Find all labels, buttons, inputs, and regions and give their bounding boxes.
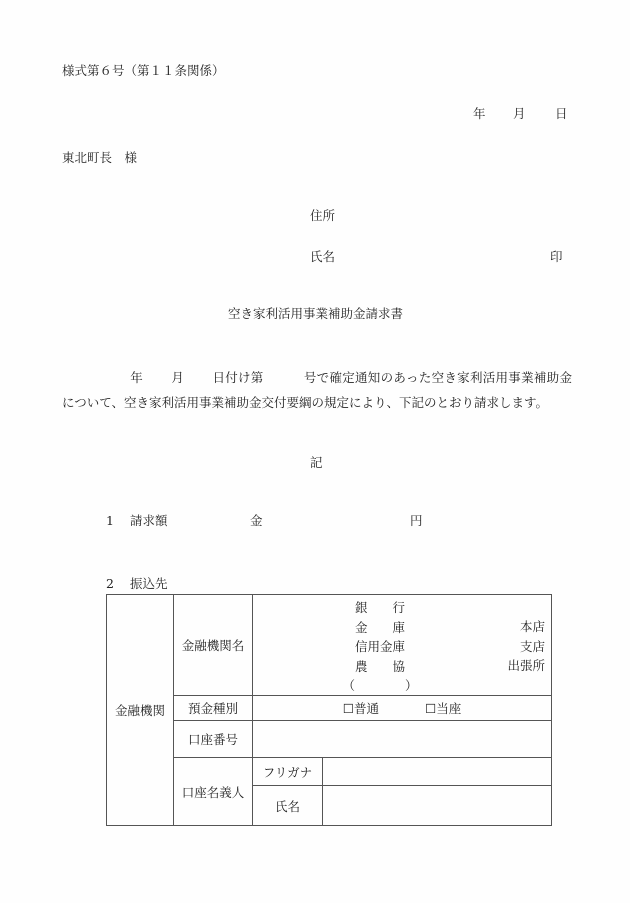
branch-honten: 本店 xyxy=(519,619,545,634)
body-number-text: 号で確定通知のあった空き家利活用事業補 xyxy=(303,370,547,385)
holder-name-label: 氏名 xyxy=(253,786,323,826)
item2-number: 2 xyxy=(106,576,114,591)
document-title: 空き家利活用事業補助金請求書 xyxy=(228,306,404,321)
item2-label: 振込先 xyxy=(130,576,168,591)
type-bank: 銀 行 xyxy=(354,600,405,615)
name-label: 氏名 xyxy=(310,249,336,264)
item1-kin: 金 xyxy=(250,513,263,528)
type-kinko: 金 庫 xyxy=(354,619,405,635)
furigana-field[interactable] xyxy=(323,758,552,786)
account-number-field[interactable] xyxy=(253,721,552,758)
account-holder-label: 口座名義人 xyxy=(174,758,253,826)
form-number: 様式第６号（第１１条関係） xyxy=(62,63,225,78)
seal-label: 印 xyxy=(550,249,563,264)
addressee: 東北町長 様 xyxy=(62,150,138,165)
item1-label: 請求額 xyxy=(130,513,168,528)
deposit-type-label: 預金種別 xyxy=(174,696,253,721)
body-rest: 助金について、空き家利活用事業補助金交付要綱の規定により、下記のとおり請求します。 xyxy=(62,370,572,410)
branch-shiten: 支店 xyxy=(519,638,545,654)
checkbox-toza[interactable]: ☐当座 xyxy=(425,701,462,716)
institution-name-label: 金融機関名 xyxy=(174,595,253,696)
body-month: 月 xyxy=(171,370,185,385)
date-year: 年 xyxy=(473,106,486,121)
body-dated: 日付け第 xyxy=(212,370,264,385)
body-paragraph xyxy=(62,366,572,415)
branch-shutchojo: 出張所 xyxy=(507,658,545,673)
institution-name-field[interactable] xyxy=(253,595,552,696)
item1-yen: 円 xyxy=(410,513,423,528)
group-label-cell: 金融機関 xyxy=(107,595,174,826)
furigana-label: フリガナ xyxy=(253,758,323,786)
branch-types xyxy=(507,617,545,676)
institution-types xyxy=(341,598,419,696)
ki-heading: 記 xyxy=(310,455,323,470)
checkbox-futsu[interactable]: ☐普通 xyxy=(342,701,379,716)
type-other: （ ） xyxy=(342,678,418,693)
deposit-type-field xyxy=(253,696,552,721)
bank-info-table xyxy=(106,594,552,826)
holder-name-field[interactable] xyxy=(323,786,552,826)
type-shinkin: 信用金庫 xyxy=(354,639,405,654)
type-nokyo: 農 協 xyxy=(354,658,405,674)
account-number-label: 口座番号 xyxy=(174,721,253,758)
date-month: 月 xyxy=(513,106,526,121)
item1-number: 1 xyxy=(106,513,114,528)
date-day: 日 xyxy=(555,106,568,121)
body-year: 年 xyxy=(130,370,144,385)
address-label: 住所 xyxy=(310,208,336,223)
